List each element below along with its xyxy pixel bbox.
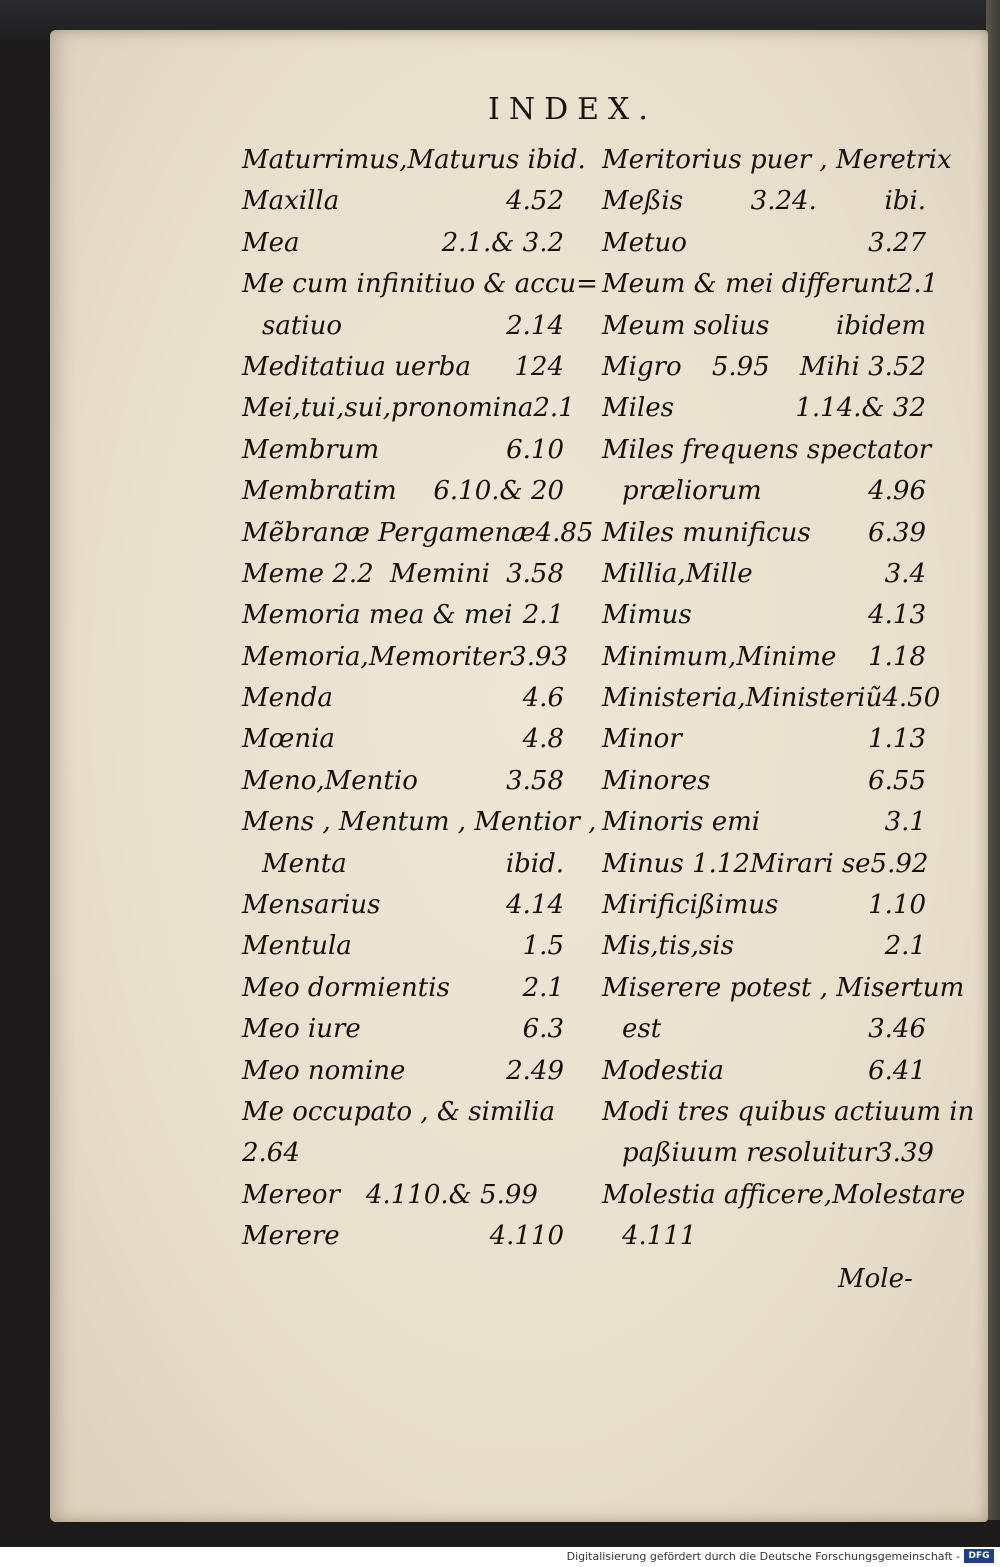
entry-reference: 3.1 <box>884 807 926 838</box>
index-entry <box>242 844 564 885</box>
entry-reference: 2.1 <box>533 393 575 424</box>
entry-reference: 6.10.& 20 <box>433 476 564 507</box>
index-entry <box>242 637 569 678</box>
entry-reference: 1.14.& 32 <box>795 393 926 424</box>
entry-secondary: Mirari se <box>749 848 871 879</box>
entry-reference: 2.1 <box>884 931 926 962</box>
entry-reference: 3.39 <box>876 1138 934 1169</box>
index-entry <box>242 223 564 264</box>
entry-reference: 4.85 <box>535 517 594 548</box>
entry-reference: Mihi 3.52 <box>799 351 926 382</box>
index-entry <box>602 1092 975 1133</box>
entry-reference: ibidem <box>836 310 926 341</box>
entry-reference: 4.8 <box>522 724 564 755</box>
entry-term: Me occupato , & similia <box>242 1096 556 1127</box>
entry-term: Mei,tui,sui,pronomina <box>242 393 534 424</box>
index-entry <box>242 1092 564 1133</box>
entry-term: Metuo <box>602 227 687 258</box>
entry-reference: 6.3 <box>522 1014 564 1045</box>
index-entry <box>242 554 564 595</box>
entry-reference: 2.1 <box>522 972 564 1003</box>
catchword: Mole- <box>838 1264 913 1294</box>
entry-term: Mea <box>242 227 300 258</box>
entry-term: Meßis <box>602 186 684 217</box>
entry-reference: 4.6 <box>522 683 564 714</box>
entry-term: Modi tres quibus actiuum in <box>602 1096 975 1127</box>
entry-term: præliorum <box>622 476 762 507</box>
entry-secondary: Memini <box>389 558 490 589</box>
index-entry <box>602 885 926 926</box>
entry-term: Meritorius puer , Meretrix <box>602 145 952 175</box>
entry-term: Minoris emi <box>602 807 761 838</box>
entry-reference: 4.96 <box>868 476 926 507</box>
index-entry <box>242 264 598 305</box>
index-entry <box>242 140 586 181</box>
index-entry <box>602 802 926 843</box>
entry-term: Memoria mea & mei <box>242 600 513 631</box>
entry-reference: 2.1.& 3.2 <box>441 227 564 258</box>
digitization-credit: Digitalisierung gefördert durch die Deutsche Forschungsgemeinschaft - <box>566 1550 960 1563</box>
entry-term: Mis,tis,sis <box>602 931 734 962</box>
entry-term: Meno,Mentio <box>242 765 418 796</box>
entry-reference: 6.10 <box>506 434 564 465</box>
entry-reference: 3.93 <box>510 641 569 672</box>
entry-secondary: 4.110.& 5.99 <box>365 1179 538 1210</box>
index-entry <box>242 678 564 719</box>
index-entry <box>602 388 926 429</box>
index-entry <box>242 595 564 636</box>
index-entry <box>602 595 926 636</box>
entry-secondary: 3.24. <box>750 186 817 217</box>
running-head: INDEX. <box>488 92 657 127</box>
entry-reference: 1.5 <box>522 931 564 962</box>
entry-reference: 1.10 <box>868 890 926 921</box>
index-entry <box>242 926 564 967</box>
entry-term: Meo iure <box>242 1014 361 1045</box>
entry-term: Minor <box>602 724 682 755</box>
entry-reference: 3.4 <box>884 558 926 589</box>
entry-term: Membrum <box>242 434 380 465</box>
index-column-left <box>242 140 598 1258</box>
entry-term: Miles frequens spectator <box>602 434 932 465</box>
entry-term: satiuo <box>262 310 343 341</box>
entry-term: Meditatiua uerba <box>242 351 471 382</box>
index-entry <box>242 719 564 760</box>
entry-reference: 124 <box>514 351 564 382</box>
entry-term: Merere <box>242 1221 340 1252</box>
index-entry <box>602 926 926 967</box>
entry-reference: 3.58 <box>506 558 564 589</box>
index-entry <box>602 719 926 760</box>
index-entry <box>242 1133 564 1174</box>
entry-reference: 3.27 <box>868 227 926 258</box>
entry-term: Meum solius <box>602 310 770 341</box>
entry-reference: 2.1 <box>896 269 939 300</box>
entry-term: Menta <box>262 848 347 879</box>
entry-reference: 2.14 <box>506 310 564 341</box>
entry-reference: 4.14 <box>506 890 564 921</box>
cover-edge <box>986 0 1000 1520</box>
entry-term: Miserere potest , Misertum <box>602 972 965 1003</box>
entry-reference: 4.13 <box>868 600 926 631</box>
index-entry <box>602 181 926 222</box>
index-entry <box>602 678 941 719</box>
entry-term: Maturrimus,Maturus ibid. <box>242 145 586 175</box>
index-entry <box>242 181 564 222</box>
entry-term: est <box>622 1014 662 1045</box>
entry-term: Mentula <box>242 931 352 962</box>
entry-term: Meo dormientis <box>242 972 450 1003</box>
entry-term: Meo nomine <box>242 1055 406 1086</box>
entry-term: Molestia afficere,Molestare <box>602 1179 966 1210</box>
entry-reference: ibid. <box>505 848 564 879</box>
entry-term: Maxilla <box>242 186 340 217</box>
index-column-right <box>602 140 975 1258</box>
index-entry <box>242 1216 564 1257</box>
entry-reference: 1.13 <box>868 724 926 755</box>
entry-term: Meme 2.2 <box>242 558 374 589</box>
entry-term: Millia,Mille <box>602 558 753 589</box>
index-entry <box>602 637 926 678</box>
entry-term: Minimum,Minime <box>602 641 837 672</box>
entry-term: Ministeria,Ministeriũ <box>602 683 883 714</box>
entry-term: Membratim <box>242 476 397 507</box>
index-entry <box>602 347 926 388</box>
entry-term: Mirificißimus <box>602 890 779 921</box>
entry-reference: 1.18 <box>868 641 926 672</box>
index-entry <box>602 223 926 264</box>
entry-term: 4.111 <box>622 1221 697 1252</box>
entry-reference: 5.92 <box>870 848 929 879</box>
index-entry <box>242 471 564 512</box>
index-entry <box>602 471 926 512</box>
index-entry <box>602 761 926 802</box>
index-entry <box>602 554 926 595</box>
entry-term: Mereor <box>242 1179 340 1210</box>
entry-term: Mimus <box>602 600 692 631</box>
entry-term: Minus 1.12 <box>602 848 750 879</box>
entry-reference: 6.55 <box>868 765 926 796</box>
index-entry <box>242 968 564 1009</box>
entry-term: Minores <box>602 765 711 796</box>
entry-term: Mœnia <box>242 724 335 755</box>
index-entry <box>602 1216 926 1257</box>
index-entry <box>242 802 597 843</box>
index-entry <box>602 1175 966 1216</box>
entry-reference: 4.52 <box>506 186 564 217</box>
entry-reference: 3.46 <box>868 1014 926 1045</box>
index-entry <box>602 264 939 305</box>
index-entry <box>242 1051 564 1092</box>
index-entry <box>602 968 965 1009</box>
index-entry <box>602 430 932 471</box>
index-entry <box>242 761 564 802</box>
entry-reference: ibi. <box>884 186 926 217</box>
entry-reference: 6.39 <box>868 517 926 548</box>
entry-term: Mẽbranæ Pergamenæ <box>242 517 536 548</box>
index-entry <box>602 1133 934 1174</box>
index-entry <box>242 1175 564 1216</box>
entry-term: Menda <box>242 683 333 714</box>
entry-reference: 4.110 <box>489 1221 564 1252</box>
entry-term: Miles munificus <box>602 517 811 548</box>
index-entry <box>602 306 926 347</box>
entry-term: paßiuum resoluitur <box>622 1138 877 1169</box>
entry-term: Me cum infinitiuo & accu= <box>242 269 598 300</box>
entry-reference: 3.58 <box>506 765 564 796</box>
entry-secondary: 5.95 <box>711 351 770 382</box>
entry-term: Modestia <box>602 1055 724 1086</box>
index-entry <box>602 1009 926 1050</box>
index-entry <box>242 306 564 347</box>
entry-reference: 2.1 <box>522 600 564 631</box>
entry-term: Mens , Mentum , Mentior , <box>242 807 597 838</box>
entry-reference: 2.49 <box>506 1055 564 1086</box>
entry-reference: 6.41 <box>868 1055 926 1086</box>
entry-term: Migro <box>602 351 682 382</box>
index-entry <box>242 347 564 388</box>
entry-reference: 4.50 <box>882 683 941 714</box>
index-entry <box>242 885 564 926</box>
index-entry <box>602 140 952 181</box>
entry-term: 2.64 <box>242 1138 300 1169</box>
entry-term: Miles <box>602 393 674 424</box>
index-entry <box>602 844 929 885</box>
entry-term: Memoria,Memoriter <box>242 641 511 672</box>
index-entry <box>242 513 594 554</box>
entry-term: Mensarius <box>242 890 381 921</box>
entry-term: Meum & mei differunt <box>602 269 897 300</box>
index-entry <box>602 513 926 554</box>
index-entry <box>602 1051 926 1092</box>
index-entry <box>242 1009 564 1050</box>
dfg-logo: DFG <box>964 1549 994 1563</box>
index-entry <box>242 388 575 429</box>
index-entry <box>242 430 564 471</box>
